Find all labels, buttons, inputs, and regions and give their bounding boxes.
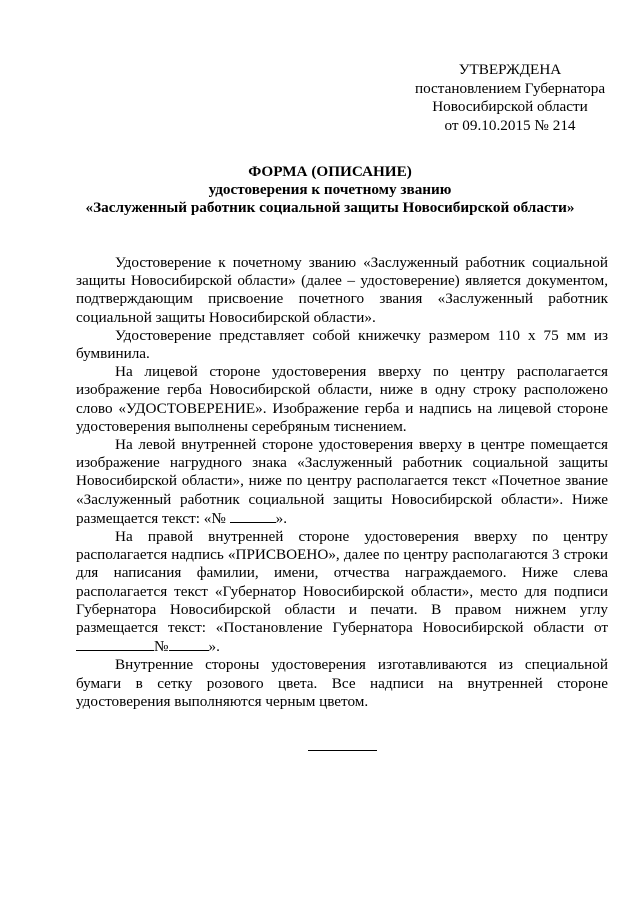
paragraph-left-inner-side (76, 436, 608, 528)
title-line-honorary-name: «Заслуженный работник социальной защиты Новосибирской области» (85, 199, 575, 217)
paragraph-right-inner-side (76, 528, 608, 656)
paragraph-left-text: На левой внутренней стороне удостоверения вверху в центре помещается изображение нагрудного знака «Заслуженный работник социальной защиты Новосибирской области», ниже по центру располагается текст «Почетное звание «Заслуженный работник социальной защиты Новосибирской области». Ниже размещается текст: «№ (76, 436, 608, 527)
approval-decree: постановлением Губернатора (414, 79, 606, 97)
date-blank-line (76, 637, 154, 651)
paragraph-front-side: На лицевой стороне удостоверения вверху по центру располагается изображение герба Новосибирской области, ниже в одну строку расположено слово «УДОСТОВЕРЕНИЕ». Изображение герба и надпись на лицевой стороне удостоверения выполнены серебряным тиснением. (76, 363, 608, 435)
approval-region: Новосибирской области (432, 98, 588, 115)
decree-number-blank-line (169, 637, 209, 651)
paragraph-definition: Удостоверение к почетному званию «Заслуженный работник социальной защиты Новосибирской области» (далее – удостоверение) является документом, подтверждающим присвоение почетного звания «Заслуженный работник социальной защиты Новосибирской области». (76, 254, 608, 326)
paragraph-inner-sides: Внутренние стороны удостоверения изготавливаются из специальной бумаги в сетку розового цвета. Все надписи на внутренней стороне удостоверения выполняются черным цветом. (76, 656, 608, 710)
number-sign: № (154, 638, 169, 656)
document-body (76, 254, 608, 711)
end-of-document-line (308, 750, 377, 751)
approval-stamp (395, 61, 625, 135)
paragraph-right-end: ». (208, 638, 220, 656)
document-title (40, 163, 620, 218)
number-blank-line (230, 509, 276, 523)
paragraph-size: Удостоверение представляет собой книжечку размером 110 х 75 мм из бумвинила. (76, 326, 608, 363)
approval-date-number: от 09.10.2015 № 214 (444, 116, 576, 134)
paragraph-left-end: ». (275, 509, 288, 527)
title-line-certificate: удостоверения к почетному званию (208, 181, 452, 199)
approval-heading: УТВЕРЖДЕНА (458, 61, 562, 78)
paragraph-right-text: На правой внутренней стороне удостоверения вверху по центру располагается надпись «ПРИСВОЕНО», далее по центру располагаются 3 строки для написания фамилии, имени, отчества награждаемого. Ниже слева располагается текст «Губернатор Новосибирской области», место для подписи Губернатора Новосибирской области и печати. В правом нижнем углу размещается текст: «Постановление Губернатора Новосибирской области от (76, 528, 608, 637)
title-line-form: ФОРМА (ОПИСАНИЕ) (248, 163, 412, 180)
